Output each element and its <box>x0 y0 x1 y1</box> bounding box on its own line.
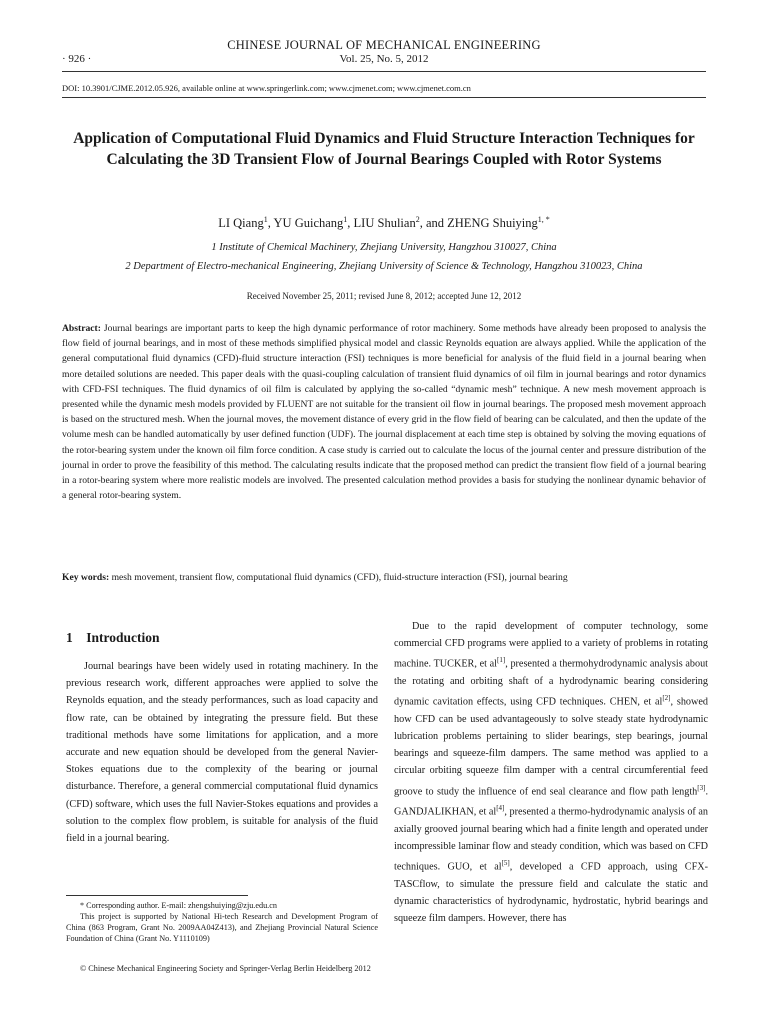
citation-ref: [3] <box>697 783 706 792</box>
doi-rule <box>62 97 706 98</box>
paper-title: Application of Computational Fluid Dynamics and Fluid Structure Interaction Techniques for Calculating the 3D Transient Flow of Journal Bearings Coupled with Rotor Systems <box>73 130 695 168</box>
doi-line: DOI: 10.3901/CJME.2012.05.926, available online at www.springerlink.com; www.cjmenet.com; www.cjmenet.com.cn <box>62 83 471 93</box>
intro-right-paragraph <box>394 618 708 927</box>
paragraph-text: , presented a thermohydrodynamic analysis about the rotating and orbiting shaft of a hydrodynamic bearing considering dynamic cavitation effects, using CFD techniques. CHEN, et al <box>394 658 709 708</box>
received-dates: Received November 25, 2011; revised June 8, 2012; accepted June 12, 2012 <box>246 291 522 301</box>
keywords-text: mesh movement, transient flow, computational fluid dynamics (CFD), fluid-structure interaction (FSI), journal bearing <box>109 572 568 583</box>
paragraph-text: , developed a CFD approach, using CFX-TASCflow, to simulate the pressure field and calculate the static and dynamic characteristics of hydrodynamic, hydrostatic, hybrid bearings and squeeze film dampers. However, there has <box>394 861 708 925</box>
footnote-copyright: © Chinese Mechanical Engineering Society and Springer-Verlag Berlin Heidelberg 2012 <box>80 964 371 973</box>
author-affiliation-mark: 1 <box>343 215 348 224</box>
intro-left-paragraph: Journal bearings have been widely used in rotating machinery. In the previous research work, different approaches were applied to solve the Reynolds equation, and the steady performances, such as load capacity and flow rate, can be obtained by integrating the pressure field. But these traditional methods have some limitations for application, and a more accurate and new equation should be developed from the general Navier-Stokes equations due to the complexity of the bearing or journal disturbance. Therefore, a general commercial computational fluid dynamics (CFD) software, which uses the full Navier-Stokes equations and provides a solution to the complex flow problem, is suitable for analysis of the fluid field in a journal bearing. <box>66 661 378 845</box>
abstract <box>62 321 706 503</box>
author-name: YU Guichang <box>273 216 344 231</box>
author-separator: , <box>347 216 354 231</box>
paragraph-text: Due to the rapid development of computer technology, some commercial CFD programs were applied to a variety of problems in rotating machine. TUCKER, et al <box>394 621 708 670</box>
citation-ref: [1] <box>497 656 506 665</box>
abstract-label: Abstract: <box>62 323 101 334</box>
page-number: · 926 · <box>62 53 92 65</box>
author-name: LIU Shulian <box>353 216 416 231</box>
footnote-rule <box>66 895 248 896</box>
author-list <box>0 215 768 231</box>
footnote-funding: This project is supported by National Hi-tech Research and Development Program of China (863 Program, Grant No. 2009AA04Z413), and Zhejiang Provincial Natural Science Foundation of China (Grant No. Y1110109) <box>66 912 378 943</box>
citation-ref: [4] <box>496 804 505 813</box>
section-heading <box>66 630 160 646</box>
author-affiliation-mark: 2 <box>415 215 420 224</box>
abstract-text: Journal bearings are important parts to keep the high dynamic performance of rotor machinery. Some methods have already been proposed to analysis the flow field of journal bearings, and in most of these methods simplified physical model and classic Reynolds equation are always applied. While the application of the general computational fluid dynamics (CFD)-fluid structure interaction (FSI) techniques is more beneficial for analysis of the fluid field in a journal bearing when more detailed solutions are needed. This paper deals with the quasi-coupling calculation of transient fluid dynamics of oil film in journal bearings and rotor dynamics with CFD-FSI techniques. The fluid dynamics of oil film is calculated by applying the so-called “dynamic mesh” technique. A new mesh movement approach is presented while the dynamic mesh models provided by FLUENT are not suitable for the transient oil flow in journal bearings. The proposed mesh movement approach is based on the structured mesh. When the journal moves, the movement distance of every grid in the flow field of bearing can be calculated, and then the update of the volume mesh can be handled automatically by user defined function (UDF). The journal displacement at each time step is obtained by solving the moving equations of the rotor-bearing system under the known oil film force condition. A case study is carried out to calculate the locus of the journal center and pressure distribution of the journal in order to prove the feasibility of this method. The calculating results indicate that the proposed method can predict the transient flow field of a journal bearing in a rotor-bearing system where more realistic models are involved. The presented calculation method provides a basis for studying the nonlinear dynamic behavior of a general rotor-bearing system. <box>62 323 706 502</box>
keywords-label: Key words: <box>62 572 110 583</box>
section-title: Introduction <box>86 630 160 645</box>
author-affiliation-mark: 1, * <box>537 215 550 224</box>
citation-ref: [5] <box>501 859 510 868</box>
journal-name: CHINESE JOURNAL OF MECHANICAL ENGINEERING <box>227 38 541 52</box>
affiliation-1: 1 Institute of Chemical Machinery, Zhejiang University, Hangzhou 310027, China <box>211 242 557 253</box>
author-affiliation-mark: 1 <box>263 215 268 224</box>
keywords <box>62 572 706 583</box>
affiliation-2: 2 Department of Electro-mechanical Engineering, Zhejiang University of Science & Technology, Hangzhou 310023, China <box>125 261 643 272</box>
author-separator: , <box>267 216 274 231</box>
volume-info: Vol. 25, No. 5, 2012 <box>339 53 429 65</box>
author-name: ZHENG Shuiying <box>447 216 538 231</box>
paragraph-text: , showed how CFD can be used advantageously to solve steady state hydrodynamic lubrication problems pertaining to slider bearings, step bearings, journal bearings and squeeze-film dampers. The same method was applied to a circular orbiting squeeze film damper with a central circumferential feed groove to study the influence of end seal clearance and flow path length <box>394 696 708 797</box>
paragraph-text: . GANDJALIKHAN, et al <box>394 786 708 818</box>
citation-ref: [2] <box>662 694 671 703</box>
author-name: LI Qiang <box>218 216 264 231</box>
footnote-corresponding: * Corresponding author. E-mail: zhengshuiying@zju.edu.cn <box>80 901 277 910</box>
header-rule <box>62 71 706 72</box>
paragraph-text: , presented a thermo-hydrodynamic analysis of an axially grooved journal bearing which had a finite length and operated under incompressible laminar flow and steady condition, which was based on CFD techniques. GUO, et al <box>394 806 709 873</box>
section-number: 1 <box>66 630 73 645</box>
author-separator: , and <box>419 216 448 231</box>
